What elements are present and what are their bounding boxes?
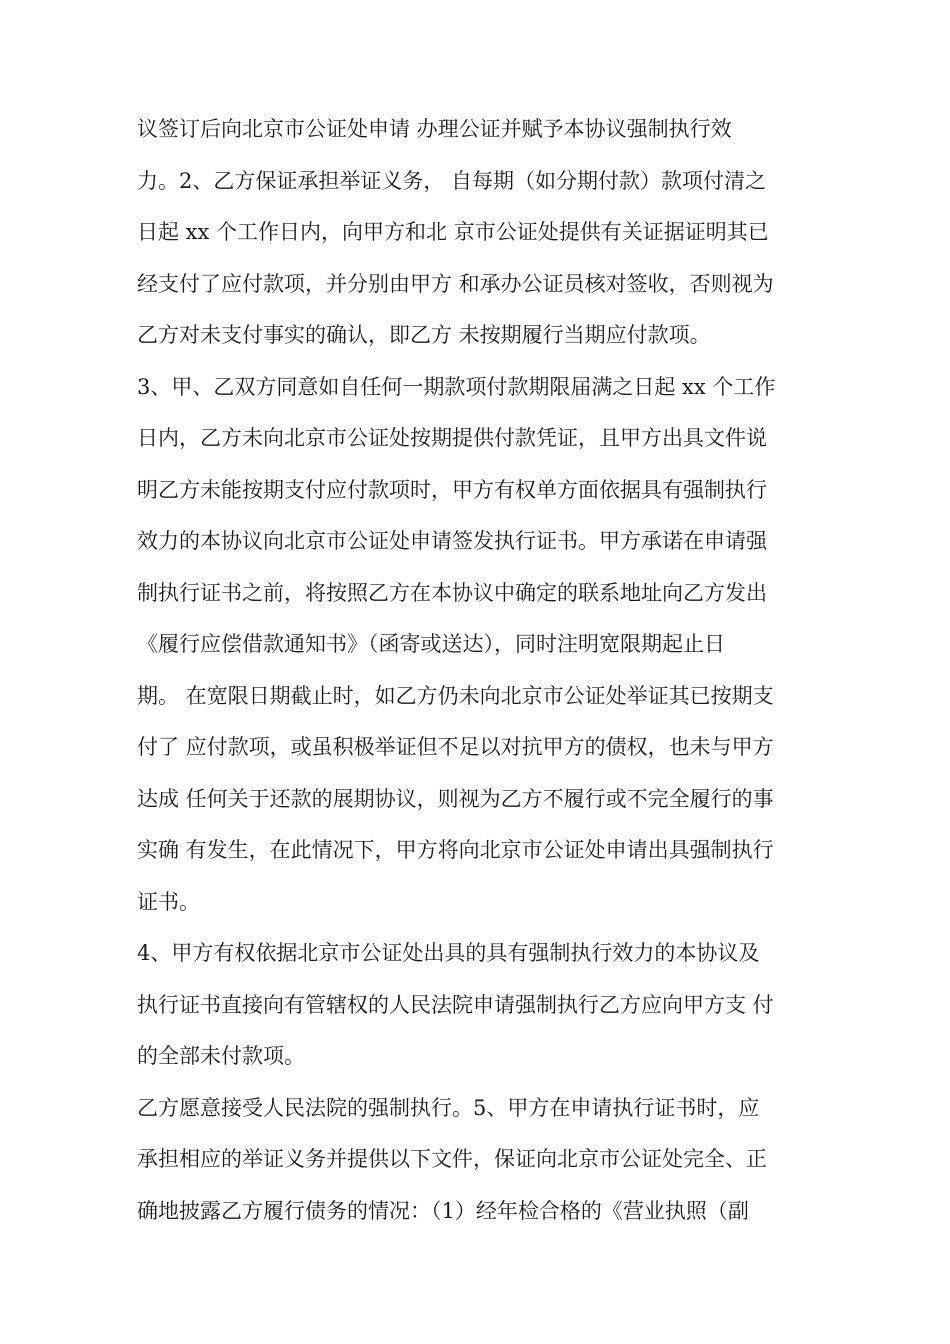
document-body: [137, 104, 837, 1237]
text-line: 的全部未付款项。: [137, 1044, 305, 1068]
text-line: 制执行证书之前，将按照乙方在本协议中确定的联系地址向乙方发出: [137, 580, 767, 605]
text-line: 乙方愿意接受人民法院的强制执行。5、甲方在申请执行证书时，应: [137, 1095, 760, 1120]
text-line: 承担相应的举证义务并提供以下文件，保证向北京市公证处完全、正: [137, 1147, 767, 1171]
text-line: 经支付了应付款项，并分别由甲方 和承办公证员核对签收，否则视为: [137, 271, 774, 296]
text-line: 达成 任何关于还款的展期协议，则视为乙方不履行或不完全履行的事: [137, 786, 774, 811]
text-line: 确地披露乙方履行债务的情况：（1）经年检合格的《营业执照（副: [137, 1198, 749, 1223]
text-line: 执行证书直接向有管辖权的人民法院申请强制执行乙方应向甲方支 付: [137, 992, 774, 1017]
text-line: 日起 xx 个工作日内，向甲方和北 京市公证处提供有关证据证明其已: [137, 220, 769, 244]
text-line: 付了 应付款项，或虽积极举证但不足以对抗甲方的债权，也未与甲方: [137, 735, 774, 759]
text-line: 期。 在宽限日期截止时，如乙方仍未向北京市公证处举证其已按期支: [137, 683, 774, 708]
text-line: 3、甲、乙双方同意如自任何一期款项付款期限届满之日起 xx 个工作: [137, 374, 776, 399]
text-line: 证书。: [137, 889, 200, 914]
text-line: 《履行应偿借款通知书》（函寄或送达），同时注明宽限期起止日: [137, 632, 725, 656]
text-line: 日内，乙方未向北京市公证处按期提供付款凭证，且甲方出具文件说: [137, 426, 767, 450]
text-line: 实确 有发生，在此情况下，甲方将向北京市公证处申请出具强制执行: [137, 838, 774, 862]
text-line: 力。2、乙方保证承担举证义务， 自每期（如分期付款）款项付清之: [137, 168, 767, 193]
text-line: 乙方对未支付事实的确认，即乙方 未按期履行当期应付款项。: [137, 323, 711, 347]
text-line: 4、甲方有权依据北京市公证处出具的具有强制执行效力的本协议及: [137, 941, 760, 965]
text-line: 效力的本协议向北京市公证处申请签发执行证书。甲方承诺在申请强: [137, 529, 767, 553]
text-line: 明乙方未能按期支付应付款项时，甲方有权单方面依据具有强制执行: [137, 477, 767, 502]
text-line: 议签订后向北京市公证处申请 办理公证并赋予本协议强制执行效: [137, 117, 732, 141]
